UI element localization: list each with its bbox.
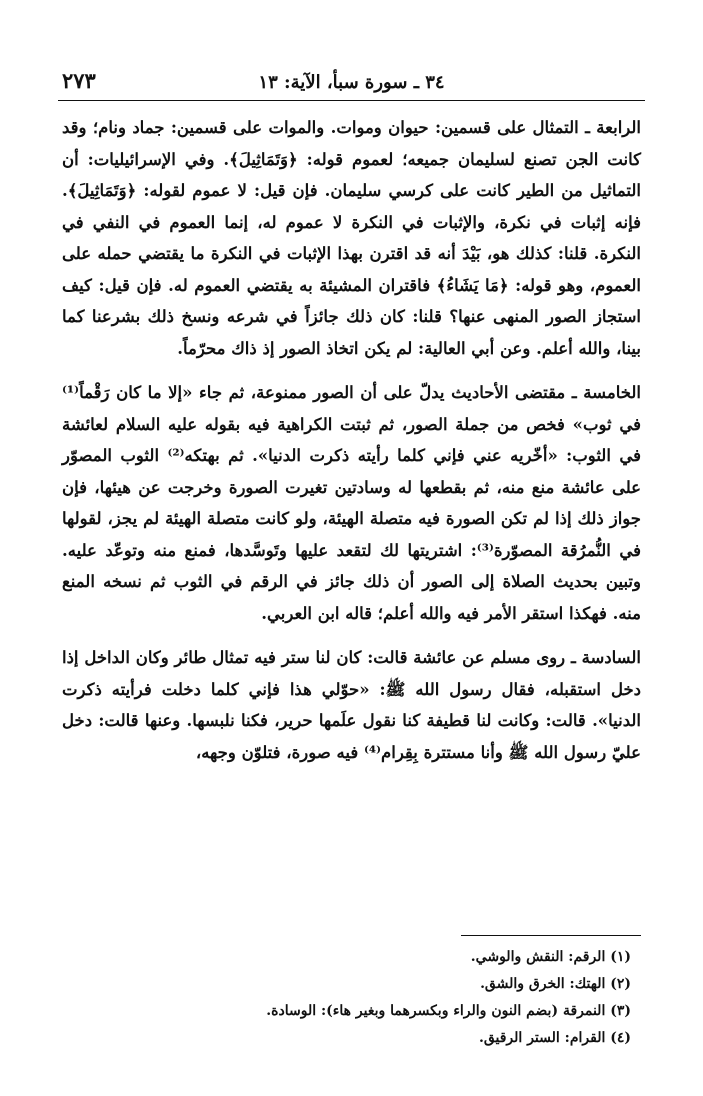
paragraph-body: روى مسلم عن عائشة قالت: كان لنا ستر فيه تمثال طائر وكان الداخل إذا دخل استقبله، فقال رسول الله ﷺ: «حوّلي هذا فإني كلما دخلت فرأيته ذكرت الدنيا». قالت: وكانت لنا قطيفة كنا نقول علَمها حرير، فكنا نلبسها. وعنها قالت: دخل عليّ رسول الله ﷺ وأنا مستترة بِقِرام⁽⁴⁾ فيه صورة، فتلوّن وجهه، <box>62 648 641 762</box>
footnote-item: (١) الرقم: النقش والوشي. <box>470 949 631 965</box>
page-number: ٢٧٣ <box>62 68 96 93</box>
footnote-item: (٢) الهتك: الخرق والشق. <box>480 976 631 992</box>
footnote-divider <box>461 935 641 936</box>
paragraph-body: مقتضى الأحاديث يدلّ على أن الصور ممنوعة، ثم جاء «إلا ما كان رَقْماً⁽¹⁾ في ثوب» فخص من جملة الصور، ثم ثبتت الكراهية فيه بقوله عليه السلام لعائشة في الثوب: «أخّريه عني فإني كلما رأيته ذكرت الدنيا». ثم بهتكه⁽²⁾ الثوب المصوّر على عائشة منع منه، ثم بقطعها له وسادتين تغيرت الصورة وخرجت عن هيئها، فإن جواز ذلك إذا لم تكن الصورة فيه متصلة الهيئة، ولو كانت متصلة الهيئة لم يجز، لقولها في النُّمرُقة المصوّرة⁽³⁾: اشتريتها لك لتقعد عليها وتَوسَّدها، فمنع منه وتوعّد عليه. وتبين بحديث الصلاة إلى الصور أن ذلك جائز في الرقم في الثوب ثم نسخه المنع منه. فهكذا استقر الأمر فيه والله أعلم؛ قاله ابن العربي. <box>62 383 641 623</box>
paragraph-lead: الخامسة ـ <box>571 383 641 402</box>
paragraph-lead: الرابعة ـ <box>585 118 641 137</box>
footnotes <box>62 944 631 1052</box>
running-header <box>62 66 641 98</box>
main-text <box>62 112 641 781</box>
paragraph-sixth <box>62 642 641 768</box>
paragraph-lead: السادسة ـ <box>570 648 641 667</box>
footnote-item: (٤) القرام: الستر الرقيق. <box>478 1030 631 1046</box>
footnote-item: (٣) النمرقة (بضم النون والراء وبكسرهما وبغير هاء): الوسادة. <box>266 1003 631 1019</box>
surah-verse-title: ٣٤ ـ سورة سبأ، الآية: ١٣ <box>258 71 445 93</box>
paragraph-fifth <box>62 377 641 629</box>
paragraph-fourth <box>62 112 641 364</box>
header-divider <box>58 100 645 101</box>
paragraph-body: التمثال على قسمين: حيوان وموات. والموات على قسمين: جماد ونام؛ وقد كانت الجن تصنع لسليمان جميعه؛ لعموم قوله: ﴿وَتَمَاثِيلَ﴾. وفي الإسرائيليات: أن التماثيل من الطير كانت على كرسي سليمان. فإن قيل: لا عموم لقوله: ﴿وَتَمَاثِيلَ﴾. فإنه إثبات في نكرة، والإثبات في النكرة لا عموم له، إنما العموم في النفي في النكرة. قلنا: كذلك هو، بَيْدَ أنه قد اقترن بهذا الإثبات في النكرة ما يقتضي حمله على العموم، وهو قوله: ﴿مَا يَشَاءُ﴾ فاقتران المشيئة به يقتضي العموم له. فإن قيل: كيف استجاز الصور المنهى عنها؟ قلنا: كان ذلك جائزاً في شرعه ونسخ ذلك بشرعنا كما بينا، والله أعلم. وعن أبي العالية: لم يكن اتخاذ الصور إذ ذاك محرّماً. <box>62 118 641 358</box>
